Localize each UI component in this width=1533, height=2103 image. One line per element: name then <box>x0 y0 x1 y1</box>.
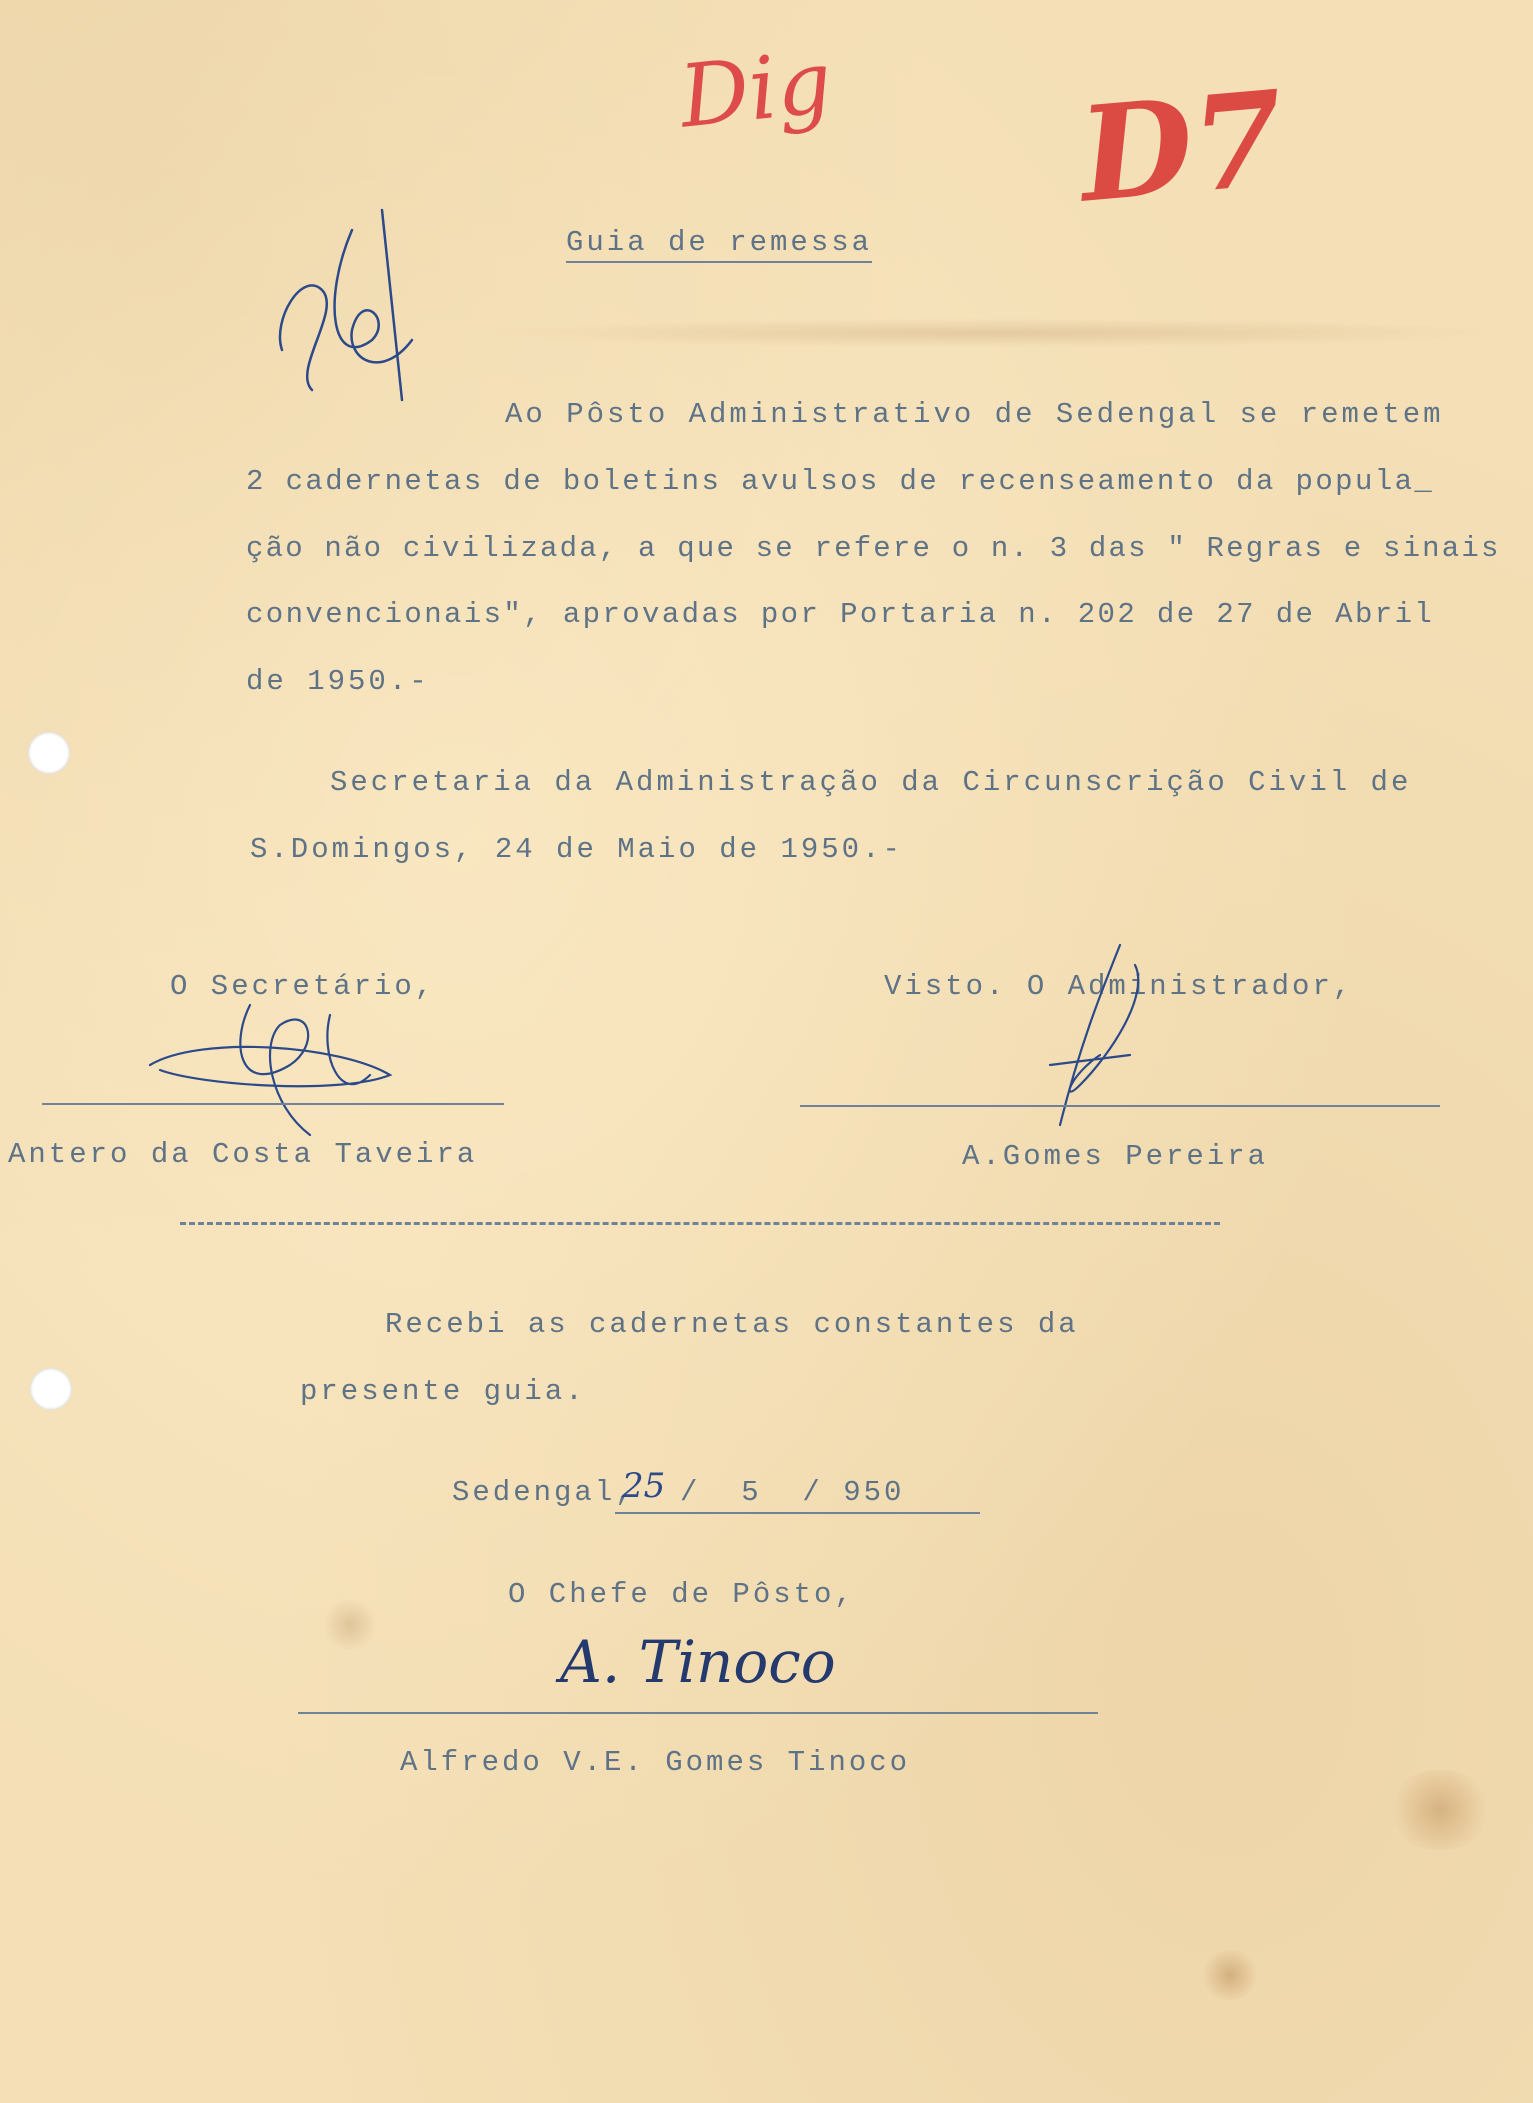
administrator-name: A.Gomes Pereira <box>962 1140 1269 1173</box>
document-title: Guia de remessa <box>566 226 872 263</box>
post-chief-signature: A. Tinoco <box>560 1628 836 1696</box>
administrator-signature-line <box>800 1105 1440 1107</box>
body-line-4: convencionais", aprovadas por Portaria n. 202 de 27 de Abril <box>246 598 1435 631</box>
body-line-2: 2 cadernetas de boletins avulsos de recenseamento da popula_ <box>246 465 1435 498</box>
secretary-signature-line <box>42 1103 504 1105</box>
stain-bottom-right <box>1385 1770 1495 1850</box>
body-line-1: Ao Pôsto Administrativo de Sedengal se remetem <box>505 398 1444 431</box>
section-separator <box>180 1222 1220 1225</box>
receipt-line-1: Recebi as cadernetas constantes da <box>385 1308 1079 1341</box>
punch-hole-bottom <box>30 1368 72 1410</box>
stain-left <box>320 1600 380 1650</box>
post-chief-signature-line <box>298 1712 1098 1714</box>
place-date-line: S.Domingos, 24 de Maio de 1950.- <box>250 833 903 866</box>
initials-signature <box>262 200 442 410</box>
red-pencil-number: D7 <box>1073 61 1290 232</box>
punch-hole-top <box>28 732 70 774</box>
receipt-date-line <box>615 1512 980 1514</box>
stain-bottom <box>1200 1950 1260 2000</box>
secretary-role: O Secretário, <box>170 970 436 1003</box>
body-line-3: ção não civilizada, a que se refere o n. 3 das " Regras e sinais <box>246 532 1501 565</box>
post-chief-role: O Chefe de Pôsto, <box>508 1578 855 1611</box>
secretary-signature <box>140 985 420 1135</box>
office-line: Secretaria da Administração da Circunscrição Civil de <box>330 766 1412 799</box>
receipt-line-2: presente guia. <box>300 1375 586 1408</box>
receipt-day: 25 <box>622 1466 666 1506</box>
secretary-name: Antero da Costa Taveira <box>8 1138 478 1171</box>
receipt-place: Sedengal, <box>452 1476 636 1509</box>
stain-band <box>480 318 1500 348</box>
body-line-5: de 1950.- <box>246 665 430 698</box>
post-chief-name: Alfredo V.E. Gomes Tinoco <box>400 1746 911 1779</box>
red-pencil-mark: Dig <box>675 32 837 148</box>
receipt-date-rest: / 5 / 950 <box>680 1476 905 1509</box>
administrator-role: Visto. O Administrador, <box>884 970 1354 1003</box>
